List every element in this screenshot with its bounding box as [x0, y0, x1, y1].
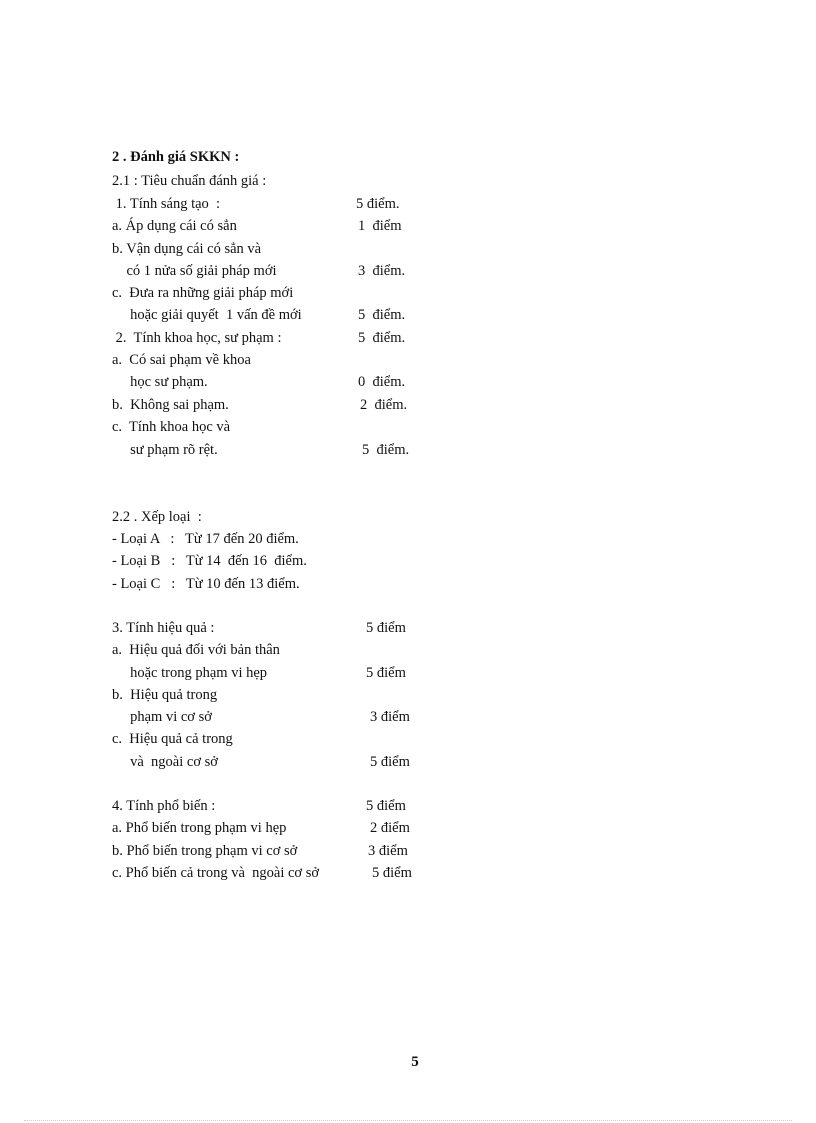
line-text: hoặc trong phạm vi hẹp: [112, 665, 268, 681]
score-value: 5 điểm.: [358, 307, 406, 323]
line-text: 3. Tính hiệu quả :: [112, 620, 215, 636]
score-value: 2 điểm.: [360, 397, 408, 413]
score-value: 2 điểm: [370, 820, 410, 836]
line-text: sư phạm rõ rệt.: [112, 442, 218, 458]
line-text: a. Áp dụng cái có sẳn: [112, 218, 237, 234]
score-value: 3 điểm: [368, 843, 408, 859]
score-value: 5 điểm: [366, 620, 406, 636]
line-text: và ngoài cơ sở: [112, 754, 218, 770]
line-text: 2. Tính khoa học, sư phạm :: [112, 330, 282, 346]
score-value: 5 điểm: [372, 865, 412, 881]
line-text: 1. Tính sáng tạo :: [112, 196, 221, 212]
line-text: b. Không sai phạm.: [112, 397, 229, 413]
line-text: c. Phổ biến cả trong và ngoài cơ sở: [112, 865, 320, 881]
line-text: a. Có sai phạm về khoa: [112, 352, 251, 368]
line-text: phạm vi cơ sở: [112, 709, 212, 725]
line-text: a. Hiệu quả đối với bản thân: [112, 642, 280, 658]
line-text: c. Đưa ra những giải pháp mới: [112, 285, 294, 301]
score-value: 1 điểm: [358, 218, 402, 234]
page-bottom-divider: [24, 1120, 792, 1121]
score-value: 5 điểm: [366, 665, 406, 681]
line-text: 4. Tính phổ biến :: [112, 798, 216, 814]
line-text: c. Tính khoa học và: [112, 419, 231, 435]
line-text: b. Hiệu quả trong: [112, 687, 218, 703]
line-text: 2.1 : Tiêu chuẩn đánh giá :: [112, 173, 267, 189]
line-text: 2 . Đánh giá SKKN :: [112, 149, 240, 165]
line-text: c. Hiệu quả cả trong: [112, 731, 233, 747]
line-text: - Loại A : Từ 17 đến 20 điểm.: [112, 531, 299, 547]
score-value: 5 điểm.: [362, 442, 410, 458]
line-text: học sư phạm.: [112, 374, 208, 390]
line-text: a. Phổ biến trong phạm vi hẹp: [112, 820, 287, 836]
score-value: 3 điểm: [370, 709, 410, 725]
line-text: hoặc giải quyết 1 vấn đề mới: [112, 307, 302, 323]
score-value: 5 điểm: [366, 798, 406, 814]
score-value: 5 điểm.: [358, 330, 406, 346]
line-text: có 1 nửa số giải pháp mới: [112, 263, 277, 279]
page-number: 5: [411, 1054, 419, 1070]
score-value: 3 điểm.: [358, 263, 406, 279]
line-text: 2.2 . Xếp loại :: [112, 509, 202, 525]
line-text: b. Vận dụng cái có sẳn và: [112, 241, 262, 257]
score-value: 5 điểm.: [356, 196, 400, 212]
line-text: - Loại B : Từ 14 đến 16 điểm.: [112, 553, 307, 569]
line-text: b. Phổ biến trong phạm vi cơ sở: [112, 843, 298, 859]
line-text: - Loại C : Từ 10 đến 13 điểm.: [112, 576, 300, 592]
score-value: 5 điểm: [370, 754, 410, 770]
score-value: 0 điểm.: [358, 374, 406, 390]
